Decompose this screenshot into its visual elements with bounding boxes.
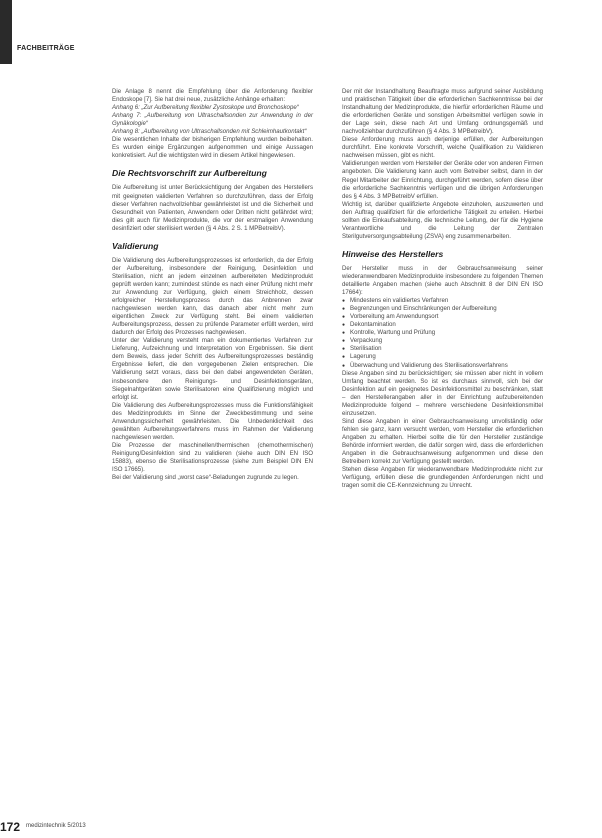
bullet-item: ● Lagerung: [342, 353, 543, 361]
paragraph: Die Validierung des Aufbereitungsprozesses ist erforderlich, da der Erfolg der Aufbereitung, insbesondere der Reinigung, Desinfektion und Sterilisation, nicht an jedem einzelnen aufbereiteten Medizinprodukt geprüft werden kann; zumindest stünde es nach einer Prüfung nicht mehr zur Anwendung zur Verfügung, gleich einem Streichholz, dessen erfolgreicher Herstellungsprozess durch das Anbrennen zwar nachgewiesen werden kann, das danach aber nicht mehr zum eigentlichen Zweck zur Verfügung steht. Bei einem validierten Aufbereitungsprozess, dessen zu prüfende Parameter erfüllt werden, wird dadurch der Erfolg des Prozesses nachgewiesen.: [112, 256, 313, 337]
paragraph: Diese Angaben sind zu berücksichtigen; sie müssen aber nicht in vollem Umfang beachtet werden. So ist es durchaus sinnvoll, sich bei der Desinfektion auf ein geeignetes Desinfektionsmittel zu beschränken, statt – den Herstellerangaben aller in der Einrichtung aufzubereitenden Medizinprodukte folgend – mehrere verschiedene Desinfektionsmittel einzusetzen.: [342, 369, 543, 417]
section-label: FACHBEITRÄGE: [17, 45, 75, 52]
paragraph: Die Prozesse der maschinellen/thermischen (chemothermischen) Reinigung/Desinfektion sind zu validieren (siehe auch DIN EN ISO 15883), ebenso die Sterilisationsprozesse (siehe zum Beispiel DIN EN ISO 17665).: [112, 441, 313, 474]
bullet-item: ● Mindestens ein validiertes Verfahren: [342, 297, 543, 305]
paragraph: Die Anlage 8 nennt die Empfehlung über die Anforderung flexibler Endoskope [7]. Sie hat drei neue, zusätzliche Anhänge erhalten:: [112, 88, 313, 104]
annex-item: Anhang 6: „Zur Aufbereitung flexibler Zystoskope und Bronchoskope“: [112, 104, 299, 112]
paragraph: Die wesentlichen Inhalte der bisherigen Empfehlung wurden beibehalten. Es wurden einige Ergänzungen aufgenommen und einige Aussagen konkretisiert. Auf die wichtigsten wird in diesem Artikel hingewiesen.: [112, 136, 313, 160]
annex-item: Anhang 7: „Aufbereitung von Ultraschallsonden zur Anwendung in der Gynäkologie“: [112, 112, 313, 128]
paragraph: Wichtig ist, darüber qualifizierte Angebote einzuholen, auszuwerten und den Auftrag qualifiziert für die erforderliche Tätigkeit zu erteilen. Hierbei sollten die Einkaufsabteilung, die technische Leitung, der für die Hygiene Verantwortliche und die Leitung der Zentralen Sterilgutversorgungsabteilung (ZSVA) eng zusammenarbeiten.: [342, 200, 543, 240]
annex-item: Anhang 8: „Aufbereitung von Ultraschallsonden mit Schleimhautkontakt“: [112, 128, 307, 136]
paragraph: Stehen diese Angaben für wiederanwendbare Medizinprodukte nicht zur Verfügung, erfüllen diese die grundlegenden Anforderungen nicht und tragen somit die CE-Kennzeichnung zu Unrecht.: [342, 466, 543, 490]
bullet-item: ● Verpackung: [342, 337, 543, 345]
bullet-item: ● Dekontamination: [342, 321, 543, 329]
journal-issue: medizintechnik 5/2013: [26, 823, 86, 829]
paragraph: Der Hersteller muss in der Gebrauchsanweisung seiner wiederanwendbaren Medizinprodukte insbesondere zu folgenden Themen detaillierte Angaben machen (siehe auch Abschnitt 8 der DIN EN ISO 17664):: [342, 264, 543, 297]
paragraph: Bei der Validierung sind „worst case“-Beladungen zugrunde zu legen.: [112, 474, 299, 482]
paragraph: Die Aufbereitung ist unter Berücksichtigung der Angaben des Herstellers mit geeigneten validierten Verfahren so durchzuführen, dass der Erfolg dieser Verfahren nachvollziehbar gewährleistet ist und die Sicherheit und Gesundheit von Patienten, Anwendern oder Dritten nicht gefährdet wird; dies gilt auch für Medizinprodukte, die vor der erstmaligen Anwendung desinfiziert oder sterilisiert werden (§ 4 Abs. 2 S. 1 MPBetreibV).: [112, 184, 313, 232]
section-tab-marker: [0, 0, 12, 64]
section-heading: Die Rechtsvorschrift zur Aufbereitung: [112, 168, 267, 179]
bullet-list: [342, 297, 543, 369]
section-heading: Validierung: [112, 240, 159, 251]
section-heading: Hinweise des Herstellers: [342, 248, 444, 259]
bullet-item: ● Begrenzungen und Einschränkungen der Aufbereitung: [342, 305, 543, 313]
right-column: [342, 88, 543, 490]
paragraph: Die Validierung des Aufbereitungsprozesses muss die Funktionsfähigkeit des Medizinprodukts im Sinne der Zweckbestimmung und seine Anwendungssicherheit gewährleisten. Die Unbedenklichkeit des gewählten Aufbereitungsverfahrens muss im Rahmen der Validierung nachgewiesen werden.: [112, 401, 313, 441]
left-column: [112, 88, 313, 482]
bullet-item: ● Kontrolle, Wartung und Prüfung: [342, 329, 543, 337]
paragraph: Validierungen werden vom Hersteller der Geräte oder von anderen Firmen angeboten. Die Validierung kann auch vom Betreiber selbst, dann in der Regel Mitarbeiter der Einrichtung, durchgeführt werden, sofern diese über die erforderliche Sachkenntnis verfügen und die übrigen Anforderungen des § 4 Abs. 3 MPBetreibV erfüllen.: [342, 160, 543, 200]
paragraph: Unter der Validierung versteht man ein dokumentiertes Verfahren zur Lieferung, Aufzeichnung und Interpretation von Ergebnissen. Sie dient dem Beweis, dass jeder Schritt des Aufbereitungsprozesses beständig Ergebnisse liefert, die den vorgegebenen Zielen entsprechen. Die Validierung setzt voraus, dass bei den dabei angewendeten Geräten, insbesondere den Reinigungs- und Desinfektionsgeräten, Siegelnahtgeräten sowie Sterilisatoren eine Qualifizierung möglich und erfolgt ist.: [112, 337, 313, 401]
page-footer: [0, 820, 200, 834]
bullet-item: ● Vorbereitung am Anwendungsort: [342, 313, 543, 321]
paragraph: Sind diese Angaben in einer Gebrauchsanweisung unvollständig oder fehlen sie ganz, kann versucht werden, vom Hersteller die erforderlichen Angaben zu erhalten. Hierbei sollte die für den Hersteller zuständige Behörde informiert werden, die dafür sorgen wird, dass die erforderlichen Angaben in die Gebrauchsanweisung aufgenommen und diese den Betreibern korrekt zur Verfügung gestellt werden.: [342, 417, 543, 466]
paragraph: Diese Anforderung muss auch derjenige erfüllen, der Aufbereitungen durchführt. Eine konkrete Vorschrift, welche Qualifikation zu Validieren nachweisen müssen, gibt es nicht.: [342, 136, 543, 160]
bullet-item: ● Überwachung und Validierung des Sterilisationsverfahrens: [342, 362, 543, 370]
bullet-item: ● Sterilisation: [342, 345, 543, 353]
page-number: 172: [0, 820, 21, 834]
paragraph: Der mit der Instandhaltung Beauftragte muss aufgrund seiner Ausbildung und praktischen Tätigkeit über die erforderlichen Sachkenntnisse bei der Instandhaltung der Medizinprodukte, die hierfür erforderlichen Räume und die erforderlichen Geräte und sonstigen Arbeitsmittel verfügen sowie in der Lage sein, diese nach Art und Umfang ordnungsgemäß und nachvollziehbar durchzuführen (§ 4 Abs. 3 MPBetreibV).: [342, 88, 543, 136]
